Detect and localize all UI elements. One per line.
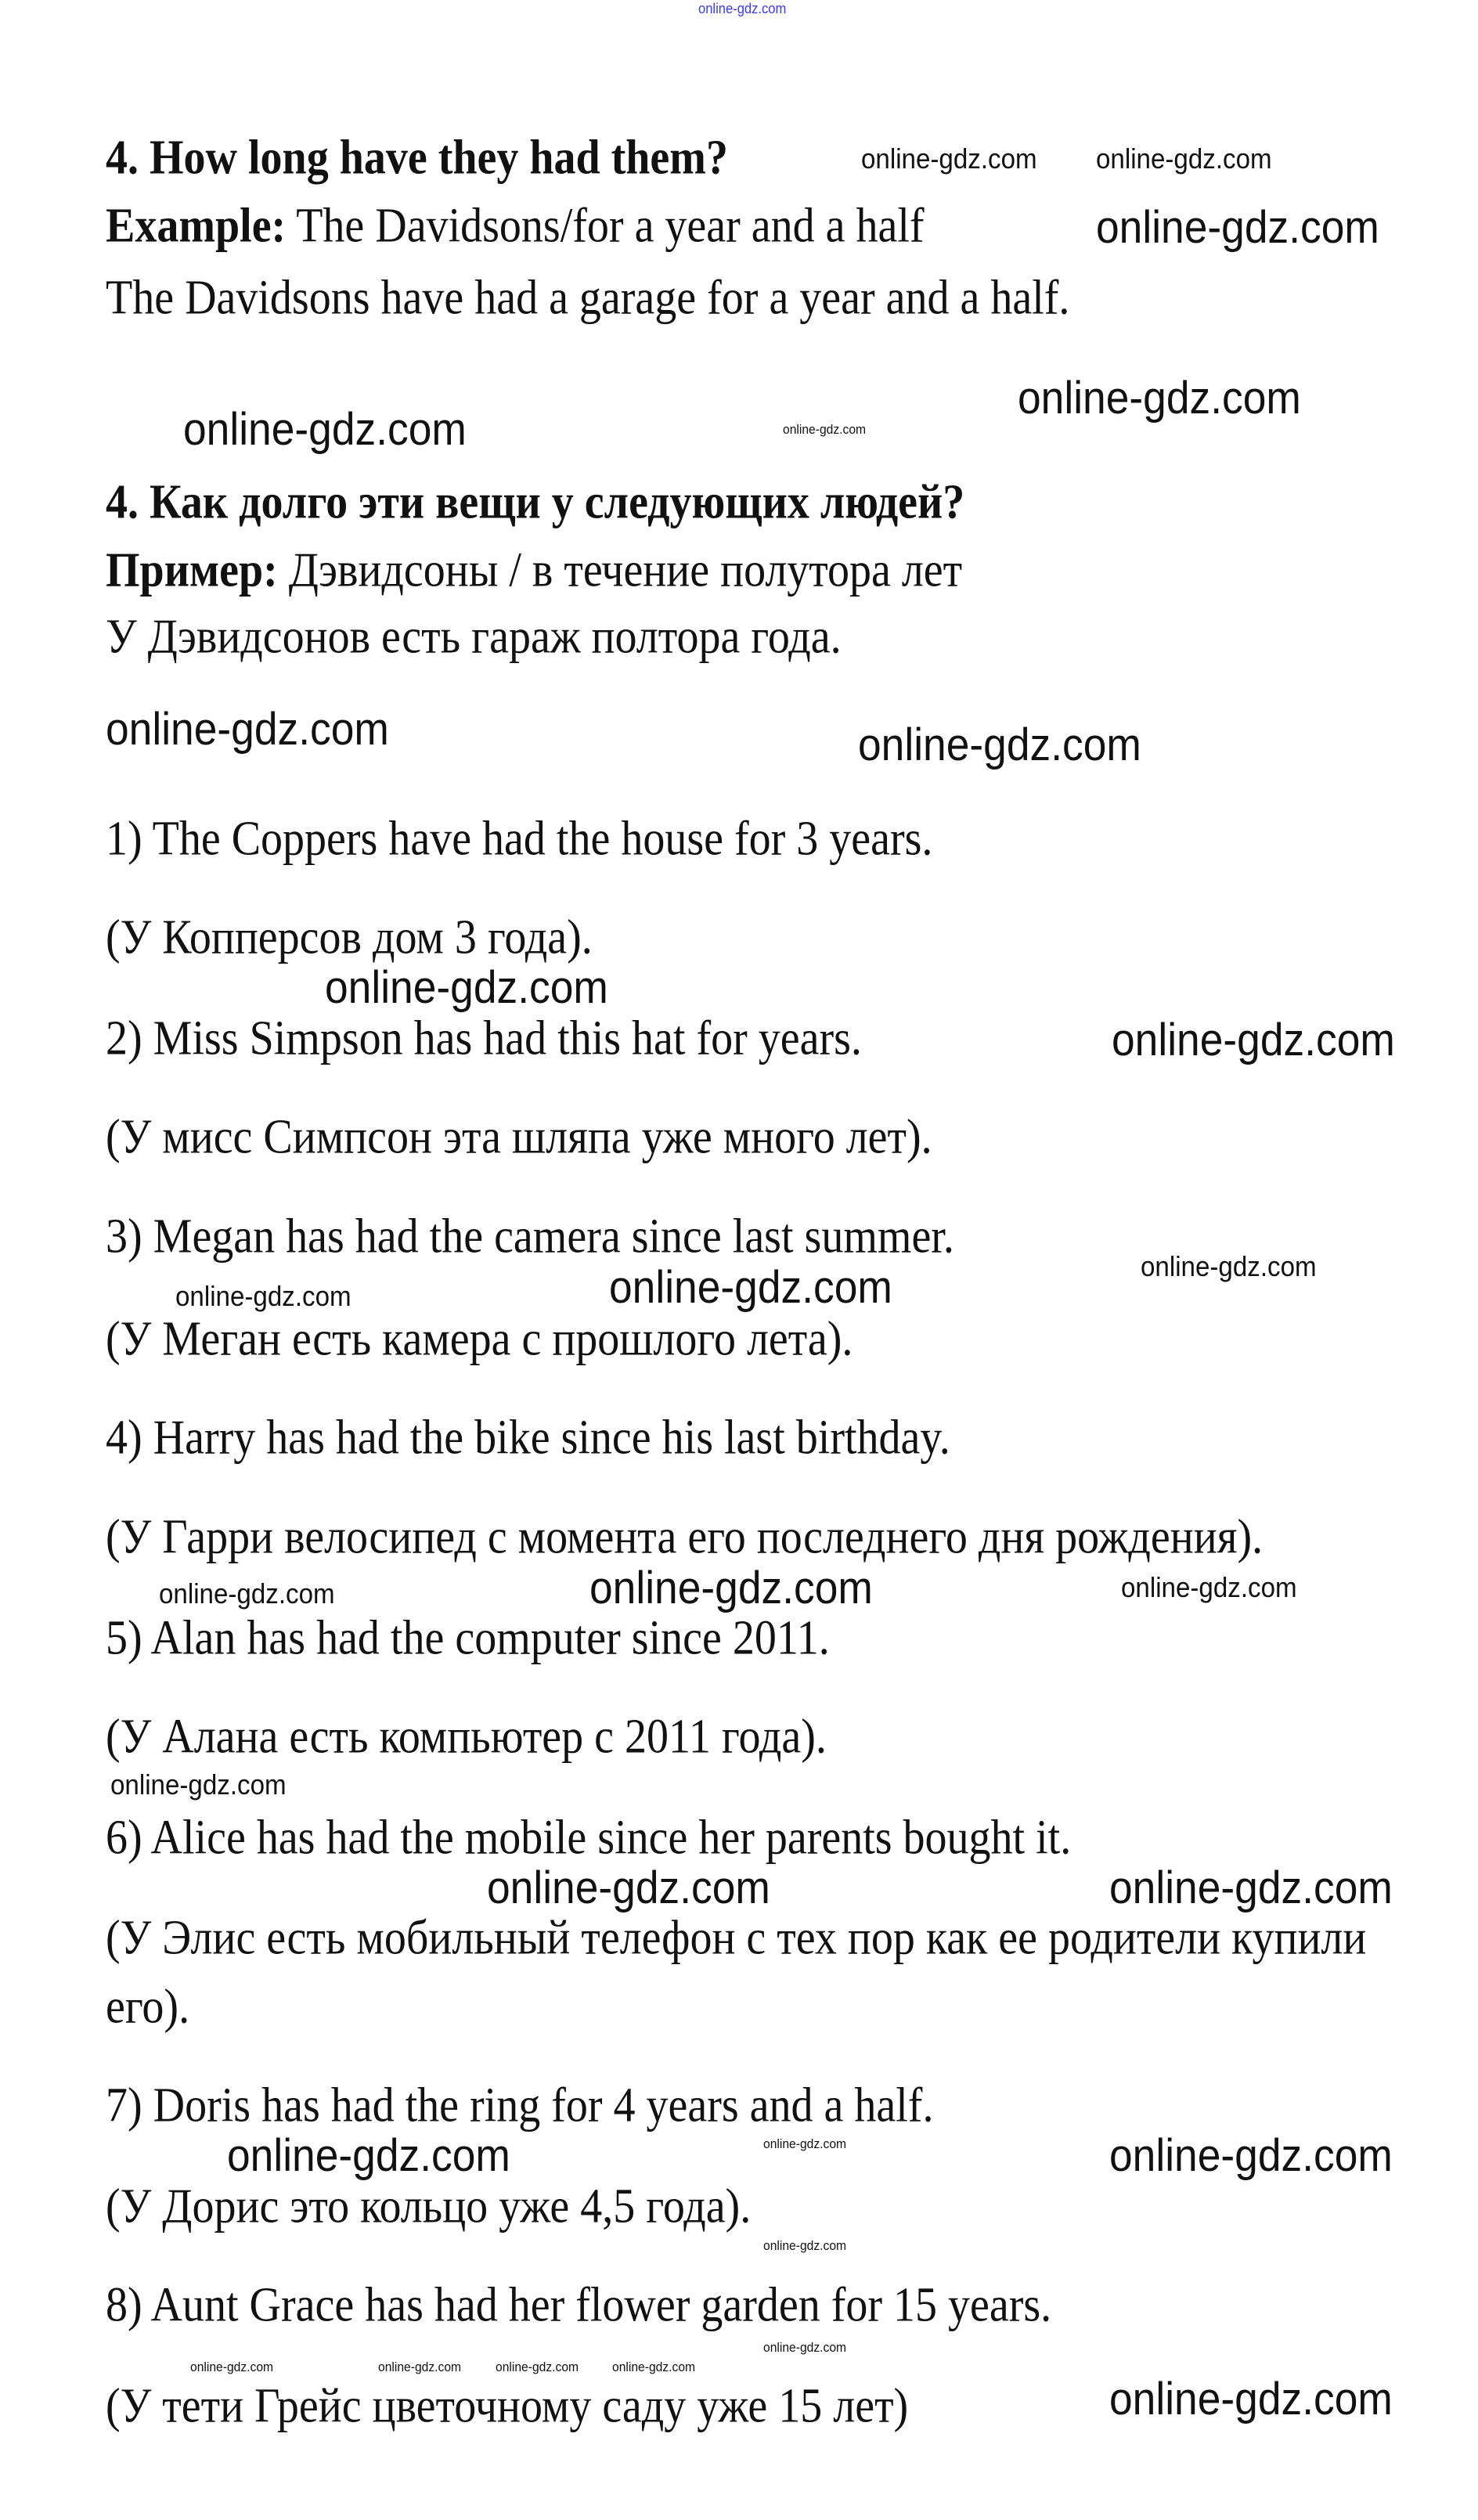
bold-label: Пример: (106, 543, 278, 598)
line-text: его). (106, 1979, 190, 2035)
watermark: online-gdz.com (159, 1577, 335, 1610)
line-text: (У тети Грейс цветочному саду уже 15 лет) (106, 2378, 909, 2434)
watermark: online-gdz.com (183, 404, 467, 455)
line-text: The Davidsons/for a year and a half (286, 198, 925, 254)
watermark: online-gdz.com (589, 1563, 873, 1613)
exercise-heading (106, 130, 728, 186)
text-line (106, 198, 925, 254)
text-line (106, 1810, 1072, 1866)
text-line (106, 1109, 932, 1165)
text-line (106, 543, 963, 598)
text-line (106, 910, 593, 965)
line-text: 7) Doris has had the ring for 4 years and a half. (106, 2078, 934, 2133)
text-line (106, 2078, 934, 2133)
text-line (106, 1311, 853, 1367)
watermark: online-gdz.com (1109, 2374, 1393, 2424)
text-line (106, 1209, 954, 1264)
line-text: У Дэвидсонов есть гараж полтора года. (106, 609, 842, 665)
watermark: online-gdz.com (110, 1768, 287, 1801)
text-line (106, 1979, 190, 2035)
watermark: online-gdz.com (783, 422, 867, 437)
text-line (106, 1610, 830, 1666)
watermark: online-gdz.com (1121, 1571, 1297, 1603)
watermark: online-gdz.com (1112, 1015, 1395, 1065)
line-text: (У Копперсов дом 3 года). (106, 910, 593, 965)
text-line (106, 1410, 950, 1465)
text-line (106, 270, 1070, 326)
watermark: online-gdz.com (763, 2340, 847, 2355)
watermark: online-gdz.com (175, 1280, 351, 1312)
text-line (106, 1910, 1367, 1966)
line-text: Дэвидсоны / в течение полутора лет (277, 543, 963, 598)
bold-label: 4. How long have they had them? (106, 130, 728, 186)
watermark: online-gdz.com (227, 2130, 510, 2181)
bold-label: 4. Как долго эти вещи у следующих людей? (106, 474, 965, 530)
text-line (106, 811, 933, 867)
line-text: 1) The Coppers have had the house for 3 years. (106, 811, 933, 867)
watermark: online-gdz.com (1018, 373, 1301, 424)
watermark: online-gdz.com (487, 1862, 770, 1913)
watermark: online-gdz.com (861, 142, 1037, 175)
line-text: 3) Megan has had the camera since last summer. (106, 1209, 954, 1264)
watermark: online-gdz.com (1141, 1250, 1317, 1282)
text-line (106, 2179, 752, 2234)
watermark: online-gdz.com (858, 719, 1141, 770)
header-watermark: online-gdz.com (698, 1, 787, 16)
line-text: (У Дорис это кольцо уже 4,5 года). (106, 2179, 752, 2234)
watermark: online-gdz.com (612, 2360, 696, 2374)
line-text: (У мисс Симпсон эта шляпа уже много лет). (106, 1109, 932, 1165)
exercise-heading (106, 474, 965, 530)
watermark: online-gdz.com (763, 2136, 847, 2151)
watermark: online-gdz.com (325, 962, 608, 1013)
line-text: (У Гарри велосипед с момента его последнего дня рождения). (106, 1509, 1264, 1565)
bold-label: Example: (106, 198, 287, 254)
text-line (106, 1011, 862, 1066)
line-text: 5) Alan has had the computer since 2011. (106, 1610, 830, 1666)
line-text: (У Алана есть компьютер с 2011 года). (106, 1709, 827, 1765)
watermark: online-gdz.com (1109, 1862, 1393, 1913)
line-text: (У Меган есть камера с прошлого лета). (106, 1311, 853, 1367)
text-line (106, 2378, 909, 2434)
text-line (106, 1709, 827, 1765)
watermark: online-gdz.com (190, 2360, 274, 2374)
line-text: 6) Alice has had the mobile since her parents bought it. (106, 1810, 1072, 1866)
watermark: online-gdz.com (1109, 2130, 1393, 2181)
watermark: online-gdz.com (378, 2360, 462, 2374)
watermark: online-gdz.com (609, 1262, 892, 1313)
text-line (106, 609, 842, 665)
watermark: online-gdz.com (1096, 142, 1272, 175)
watermark: online-gdz.com (1096, 202, 1379, 253)
line-text: 2) Miss Simpson has had this hat for years. (106, 1011, 862, 1066)
watermark: online-gdz.com (763, 2238, 847, 2253)
line-text: The Davidsons have had a garage for a year and a half. (106, 270, 1070, 326)
watermark: online-gdz.com (496, 2360, 579, 2374)
line-text: 4) Harry has had the bike since his last birthday. (106, 1410, 950, 1465)
line-text: (У Элис есть мобильный телефон с тех пор как ее родители купили (106, 1910, 1367, 1966)
line-text: 8) Aunt Grace has had her flower garden for 15 years. (106, 2277, 1052, 2333)
text-line (106, 2277, 1052, 2333)
watermark: online-gdz.com (106, 704, 389, 755)
text-line (106, 1509, 1264, 1565)
